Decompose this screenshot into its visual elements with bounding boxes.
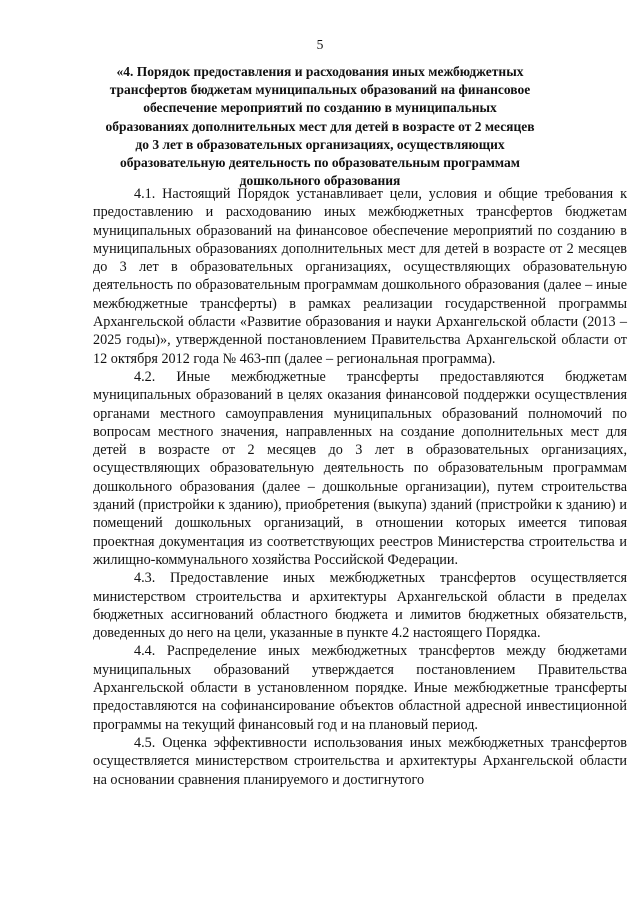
page-number: 5 [316,37,324,52]
paragraph-4-2: 4.2. Иные межбюджетные трансферты предоставляются бюджетам муниципальных образований в целях оказания финансовой поддержки осуществления органами местного самоуправления муниципальных образований полномочий по вопросам местного значения, направленных на создание дополнительных мест для детей в возрасте от 2 месяцев до 3 лет в образовательных организациях, осуществляющих образовательную деятельность по образовательным программам дошкольного образования (далее – дошкольные организации), путем строительства зданий (пристройки к зданию), приобретения (выкупа) зданий (пристройки к зданию) и помещений дошкольных организаций, в отношении которых имеется типовая проектная документация из соответствующих реестров Министерства строительства и жилищно-коммунального хозяйства Российской Федерации. [93,368,627,568]
section-title: «4. Порядок предоставления и расходования иных межбюджетных трансфертов бюджетам муниципальных образований на финансовое обеспечение мероприятий по созданию в муниципальных образованиях дополнительных мест для детей в возрасте от 2 месяцев до 3 лет в образовательных организациях, осуществляющих образовательную деятельность по образовательным программам дошкольного образования [105,64,535,189]
document-body [93,185,627,789]
paragraph-4-5: 4.5. Оценка эффективности использования иных межбюджетных трансфертов осуществляется министерством строительства и архитектуры Архангельской области на основании сравнения планируемого и достигнутого [93,734,627,788]
paragraph-4-1: 4.1. Настоящий Порядок устанавливает цели, условия и общие требования к предоставлению и расходованию иных межбюджетных трансфертов бюджетам муниципальных образований на финансовое обеспечение мероприятий по созданию в муниципальных образованиях дополнительных мест для детей в возрасте от 2 месяцев до 3 лет в образовательных организациях, осуществляющих образовательную деятельность по образовательным программам дошкольного образования (далее – иные межбюджетные трансферты) в рамках реализации государственной программы Архангельской области «Развитие образования и науки Архангельской области (2013 – 2025 годы)», утвержденной постановлением Правительства Архангельской области от 12 октября 2012 года № 463-пп (далее – региональная программа). [93,186,627,367]
paragraph-4-3: 4.3. Предоставление иных межбюджетных трансфертов осуществляется министерством строительства и архитектуры Архангельской области в пределах бюджетных ассигнований областного бюджета и лимитов бюджетных обязательств, доведенных до него на цели, указанные в пункте 4.2 настоящего Порядка. [93,570,627,642]
paragraph-4-4: 4.4. Распределение иных межбюджетных трансфертов между бюджетами муниципальных образований утверждается постановлением Правительства Архангельской области в установленном порядке. Иные межбюджетные трансферты предоставляются на софинансирование объектов областной адресной инвестиционной программы на текущий финансовый год и на плановый период. [93,643,627,733]
